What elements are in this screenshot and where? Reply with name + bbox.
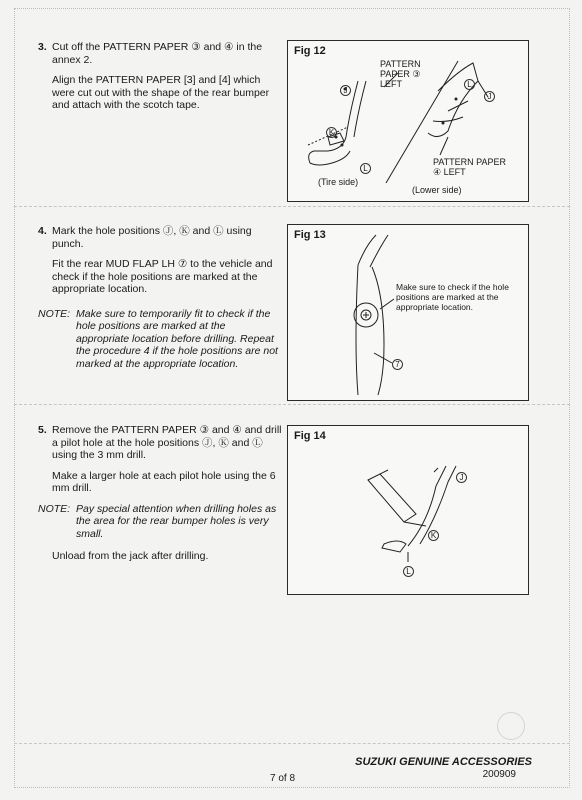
label-pattern-paper-3 bbox=[380, 59, 421, 89]
step-text: Unload from the jack after drilling. bbox=[52, 550, 209, 562]
footer-brand: SUZUKI GENUINE ACCESSORIES bbox=[355, 756, 532, 768]
note-label: NOTE: bbox=[38, 502, 71, 515]
note bbox=[38, 308, 284, 371]
note bbox=[38, 503, 284, 541]
step-text: Align the PATTERN PAPER [3] and [4] which were cut out with the shape of the rear bumper and attach with the scotch tape. bbox=[52, 74, 270, 111]
step-text: Fit the rear MUD FLAP LH ⑦ to the vehicle and check if the hole positions are marked at the appropriate location. bbox=[52, 258, 273, 295]
step-text: Cut off the PATTERN PAPER ③ and ④ in the annex 2. bbox=[52, 41, 263, 66]
faint-seal bbox=[497, 712, 525, 740]
label-line: LEFT bbox=[380, 79, 403, 89]
section-divider bbox=[14, 404, 570, 405]
note-label: NOTE: bbox=[38, 307, 71, 320]
figure-12 bbox=[287, 40, 529, 202]
figure-title: Fig 12 bbox=[294, 45, 326, 57]
caption-lower-side: (Lower side) bbox=[412, 185, 462, 195]
marker-k: K bbox=[326, 127, 337, 138]
note-text: Make sure to temporarily fit to check if the hole positions are marked at the appropriate location before drilling. Repeat the procedure 4 if the hole positions are not marked at the appropriate location. bbox=[76, 307, 278, 370]
figure-title: Fig 14 bbox=[294, 430, 326, 442]
label-pattern-paper-4 bbox=[433, 157, 506, 177]
step-4 bbox=[38, 225, 284, 378]
marker-j: J bbox=[340, 85, 351, 96]
step-number: 4. bbox=[38, 225, 47, 237]
marker-l: L bbox=[403, 566, 414, 577]
note-text: Pay special attention when drilling holes as the area for the rear bumper holes is very small. bbox=[76, 502, 277, 540]
step-text: Remove the PATTERN PAPER ③ and ④ and drill a pilot hole at the hole positions Ⓙ, Ⓚ and Ⓛ using the 3 mm drill. bbox=[52, 424, 282, 461]
figure-title: Fig 13 bbox=[294, 229, 326, 241]
callout-text: Make sure to check if the hole positions are marked at the appropriate location. bbox=[396, 282, 509, 312]
section-divider bbox=[14, 206, 570, 207]
footer-code: 200909 bbox=[482, 769, 516, 780]
marker-7: 7 bbox=[392, 359, 403, 370]
label-line: ④ LEFT bbox=[433, 167, 466, 177]
caption-tire-side: (Tire side) bbox=[318, 177, 359, 187]
step-text: Mark the hole positions Ⓙ, Ⓚ and Ⓛ using punch. bbox=[52, 225, 252, 250]
step-5 bbox=[38, 424, 284, 571]
step-number: 5. bbox=[38, 424, 47, 436]
figure-13-drawing bbox=[288, 225, 528, 400]
marker-j: J bbox=[484, 91, 495, 102]
marker-l: L bbox=[464, 79, 475, 90]
step-text: Make a larger hole at each pilot hole using the 6 mm drill. bbox=[52, 469, 276, 494]
label-line: PAPER ③ bbox=[380, 69, 421, 79]
figure-14 bbox=[287, 425, 529, 595]
label-line: PATTERN PAPER bbox=[433, 157, 507, 167]
step-3 bbox=[38, 41, 284, 120]
marker-l: L bbox=[360, 163, 371, 174]
figure-13 bbox=[287, 224, 529, 401]
marker-j: J bbox=[456, 472, 467, 483]
label-line: PATTERN bbox=[380, 59, 421, 69]
footer-divider bbox=[14, 743, 570, 744]
page-number: 7 of 8 bbox=[270, 773, 296, 784]
step-number: 3. bbox=[38, 41, 47, 53]
marker-k: K bbox=[428, 530, 439, 541]
